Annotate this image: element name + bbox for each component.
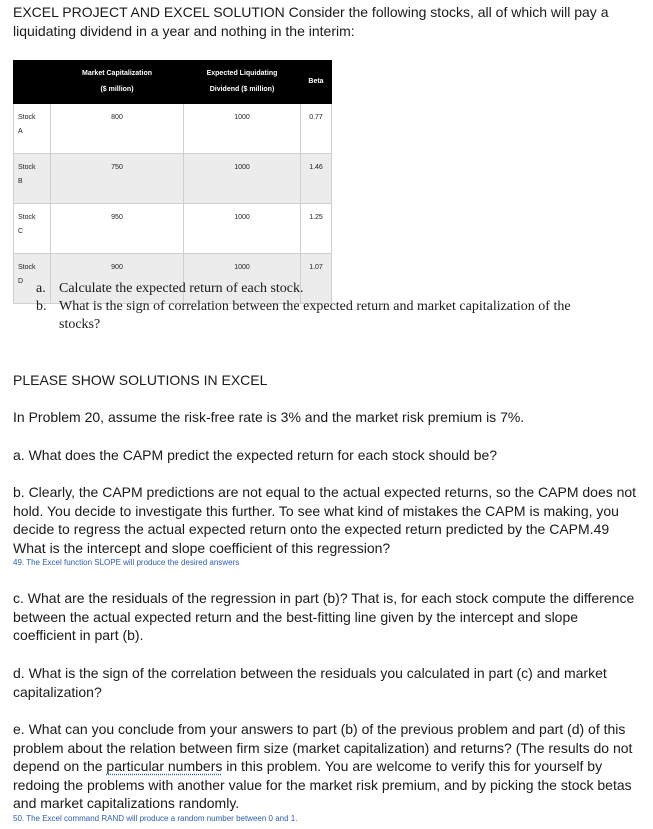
header-beta: Beta: [301, 61, 332, 104]
part-e-text-2: in this problem. You are welcome to verify this for yourself by redoing the problems with another value for the market risk premium, and by picking the stock betas and market capitalizations randomly.: [13, 758, 632, 811]
table-header-row: [14, 61, 332, 104]
part-e-text-1: e. What can you conclude from your answers to part (b) of the previous problem and part (d) of this problem about the relation between firm size (market capitalization) and returns? (The results do not depend on the: [13, 721, 633, 774]
header-market-cap-line2: ($ million): [100, 86, 134, 93]
part-e-underlined-phrase: particular numbers: [106, 758, 223, 774]
row-label-letter: D: [18, 278, 24, 285]
part-c: c. What are the residuals of the regression in part (b)? That is, for each stock compute the difference between the actual expected return and the best-fitting line given by the intercept and slope coefficient in part (b).: [13, 590, 635, 643]
cell-market-cap: 900: [51, 254, 184, 304]
footnote-49: 49. The Excel function SLOPE will produce the desired answers: [13, 558, 240, 567]
list-item-text: Calculate the expected return of each stock.: [59, 281, 304, 296]
cell-dividend: 1000: [184, 254, 301, 304]
cell-market-cap: 800: [51, 104, 184, 154]
list-marker: a.: [36, 281, 46, 296]
row-label-word: Stock: [18, 264, 36, 271]
header-market-cap: [51, 61, 184, 104]
row-label: [14, 204, 51, 254]
cell-beta: 0.77: [301, 104, 332, 154]
row-label-letter: C: [18, 228, 24, 235]
part-a: a. What does the CAPM predict the expected return for each stock should be?: [13, 447, 498, 463]
header-dividend-line2: Dividend ($ million): [209, 86, 275, 93]
intro-paragraph: EXCEL PROJECT AND EXCEL SOLUTION Consider the following stocks, all of which will pay a liquidating dividend in a year and nothing in the interim:: [13, 4, 609, 39]
part-b: b. Clearly, the CAPM predictions are not equal to the actual expected returns, so the CAPM does not hold. You decide to investigate this further. To see what kind of mistakes the CAPM is making, you decide to regress the actual expected return onto the expected return predicted by the CAPM.49 What is the intercept and slope coefficient of this regression?: [13, 484, 637, 556]
list-item: [36, 280, 596, 298]
cell-dividend: 1000: [184, 104, 301, 154]
question-list: [36, 280, 596, 334]
cell-dividend: 1000: [184, 154, 301, 204]
header-dividend: [184, 61, 301, 104]
row-label: [14, 154, 51, 204]
cell-beta: 1.46: [301, 154, 332, 204]
cell-dividend: 1000: [184, 204, 301, 254]
list-item: [36, 298, 596, 334]
header-blank: [14, 61, 51, 104]
table-row: [14, 154, 332, 204]
table-row: [14, 104, 332, 154]
table-row: [14, 204, 332, 254]
row-label-word: Stock: [18, 164, 36, 171]
row-label-word: Stock: [18, 214, 36, 221]
header-dividend-line1: Expected Liquidating: [206, 70, 278, 77]
cell-beta: 1.07: [301, 254, 332, 304]
footnote-50: 50. The Excel command RAND will produce a random number between 0 and 1.: [13, 814, 298, 823]
stocks-table: [13, 60, 332, 304]
list-marker: b.: [36, 299, 47, 314]
cell-beta: 1.25: [301, 204, 332, 254]
row-label-word: Stock: [18, 114, 36, 121]
cell-market-cap: 750: [51, 154, 184, 204]
row-label-letter: B: [18, 178, 23, 185]
show-excel-heading: PLEASE SHOW SOLUTIONS IN EXCEL: [13, 372, 268, 388]
problem-statement: In Problem 20, assume the risk-free rate is 3% and the market risk premium is 7%.: [13, 409, 525, 425]
row-label-letter: A: [18, 128, 23, 135]
header-market-cap-line1: Market Capitalization: [81, 70, 152, 77]
part-e: [13, 720, 638, 813]
cell-market-cap: 950: [51, 204, 184, 254]
row-label: [14, 104, 51, 154]
part-d: d. What is the sign of the correlation between the residuals you calculated in part (c) and market capitalization?: [13, 665, 607, 700]
list-item-text: What is the sign of correlation between the expected return and market capitalization of the stocks?: [59, 299, 571, 332]
